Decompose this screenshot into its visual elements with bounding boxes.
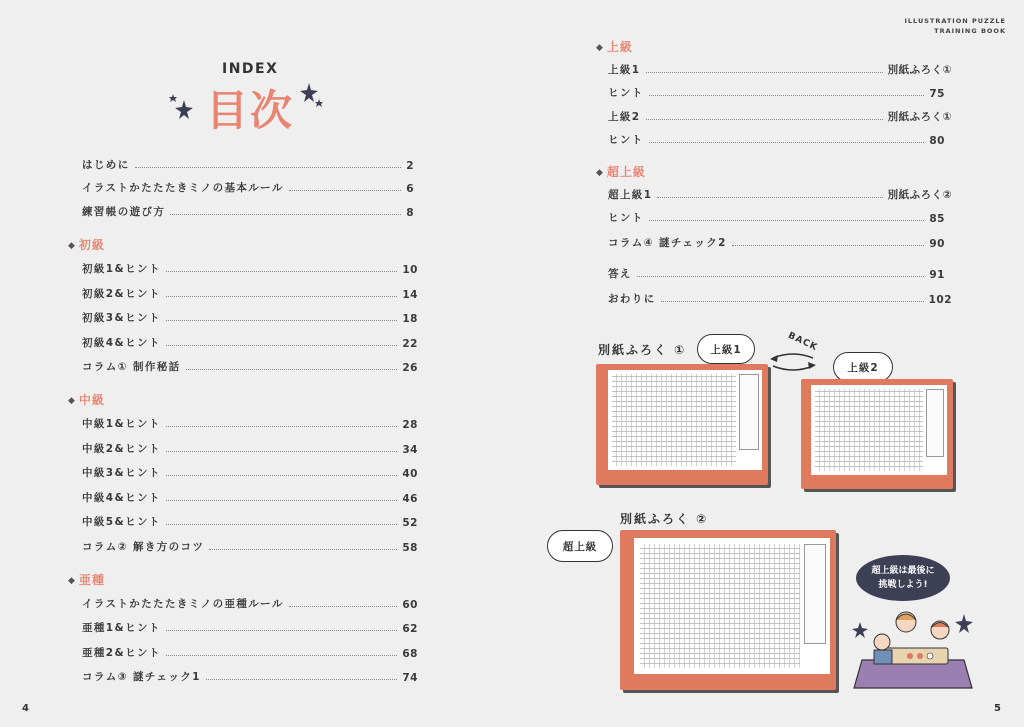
toc-entry: コラム③ 謎チェック1 74 (82, 671, 418, 684)
toc-entry: ヒント 85 (608, 212, 945, 225)
diamond-icon: ◆ (596, 168, 604, 178)
section-title-shokyu: ◆ 初級 (68, 238, 105, 252)
toc-entry: おわりに 102 (608, 293, 952, 306)
toc-entry: イラストかたたたきミノの亜種ルール 60 (82, 598, 418, 611)
section-title-chukyu: ◆ 中級 (68, 393, 105, 407)
toc-entry: 初級1&ヒント 10 (82, 263, 418, 276)
star-icon (168, 92, 196, 122)
legend-panel (804, 544, 826, 644)
toc-entry: 亜種2&ヒント 68 (82, 647, 418, 660)
toc-entry: 亜種1&ヒント 62 (82, 622, 418, 635)
back-arrow-icon (768, 350, 818, 374)
index-title-ja: 目次 (206, 86, 295, 135)
speech-bubble (856, 555, 950, 601)
furoku-1-sheet-a (596, 364, 768, 485)
puzzle-grid (815, 389, 923, 471)
toc-entry: 中級3&ヒント 40 (82, 467, 418, 480)
section-title-ashu: ◆ 亜種 (68, 573, 105, 587)
diamond-icon: ◆ (68, 241, 76, 251)
toc-entry: 中級5&ヒント 52 (82, 516, 418, 529)
characters-illustration (848, 600, 978, 690)
star-icon (298, 80, 326, 110)
toc-entry: 答え 91 (608, 268, 945, 281)
toc-entry: 初級4&ヒント 22 (82, 337, 418, 350)
furoku-1-title: 別紙ふろく ① (598, 343, 687, 357)
furoku-1-sheet-b (801, 379, 953, 489)
bubble-jokyu2: 上級2 (833, 352, 893, 382)
toc-entry: ヒント 75 (608, 87, 945, 100)
speech-line-1: 超上級は最後に (871, 566, 935, 576)
toc-entry: 中級4&ヒント 46 (82, 492, 418, 505)
page-number-right: 5 (994, 703, 1001, 714)
toc-entry: 超上級1 別紙ふろく② (608, 189, 952, 201)
legend-panel (926, 389, 944, 457)
toc-entry: 中級2&ヒント 34 (82, 443, 418, 456)
diamond-icon: ◆ (68, 576, 76, 586)
index-title-en: INDEX (222, 61, 279, 77)
puzzle-grid (612, 374, 736, 466)
toc-entry: イラストかたたたきミノの基本ルール 6 (82, 182, 414, 195)
diamond-icon: ◆ (68, 396, 76, 406)
toc-entry: 初級3&ヒント 18 (82, 312, 418, 325)
puzzle-grid (640, 544, 800, 668)
legend-panel (739, 374, 759, 450)
toc-entry: 練習帳の遊び方 8 (82, 206, 414, 219)
toc-entry: 中級1&ヒント 28 (82, 418, 418, 431)
header-line-2: TRAINING BOOK (934, 27, 1006, 35)
diamond-icon: ◆ (596, 43, 604, 53)
furoku-2-title: 別紙ふろく ② (620, 512, 709, 526)
section-title-jokyu: ◆ 上級 (596, 40, 633, 54)
toc-entry: 上級2 別紙ふろく① (608, 111, 952, 123)
toc-entry: ヒント 80 (608, 134, 945, 147)
back-label: BACK (786, 330, 820, 354)
toc-entry: コラム② 解き方のコツ 58 (82, 541, 418, 554)
section-title-chojokyu: ◆ 超上級 (596, 165, 646, 179)
toc-entry: コラム④ 謎チェック2 90 (608, 237, 945, 250)
toc-entry: 上級1 別紙ふろく① (608, 64, 952, 76)
header-line-1: ILLUSTRATION PUZZLE (904, 17, 1006, 25)
book-header (904, 16, 1006, 36)
bubble-chojokyu: 超上級 (547, 530, 613, 562)
page-number-left: 4 (22, 703, 29, 714)
bubble-jokyu1: 上級1 (697, 334, 755, 364)
toc-entry: コラム① 制作秘話 26 (82, 361, 418, 374)
furoku-2-sheet (620, 530, 836, 690)
toc-entry: 初級2&ヒント 14 (82, 288, 418, 301)
toc-entry: はじめに 2 (82, 159, 414, 172)
speech-line-2: 挑戦しよう! (878, 580, 928, 590)
